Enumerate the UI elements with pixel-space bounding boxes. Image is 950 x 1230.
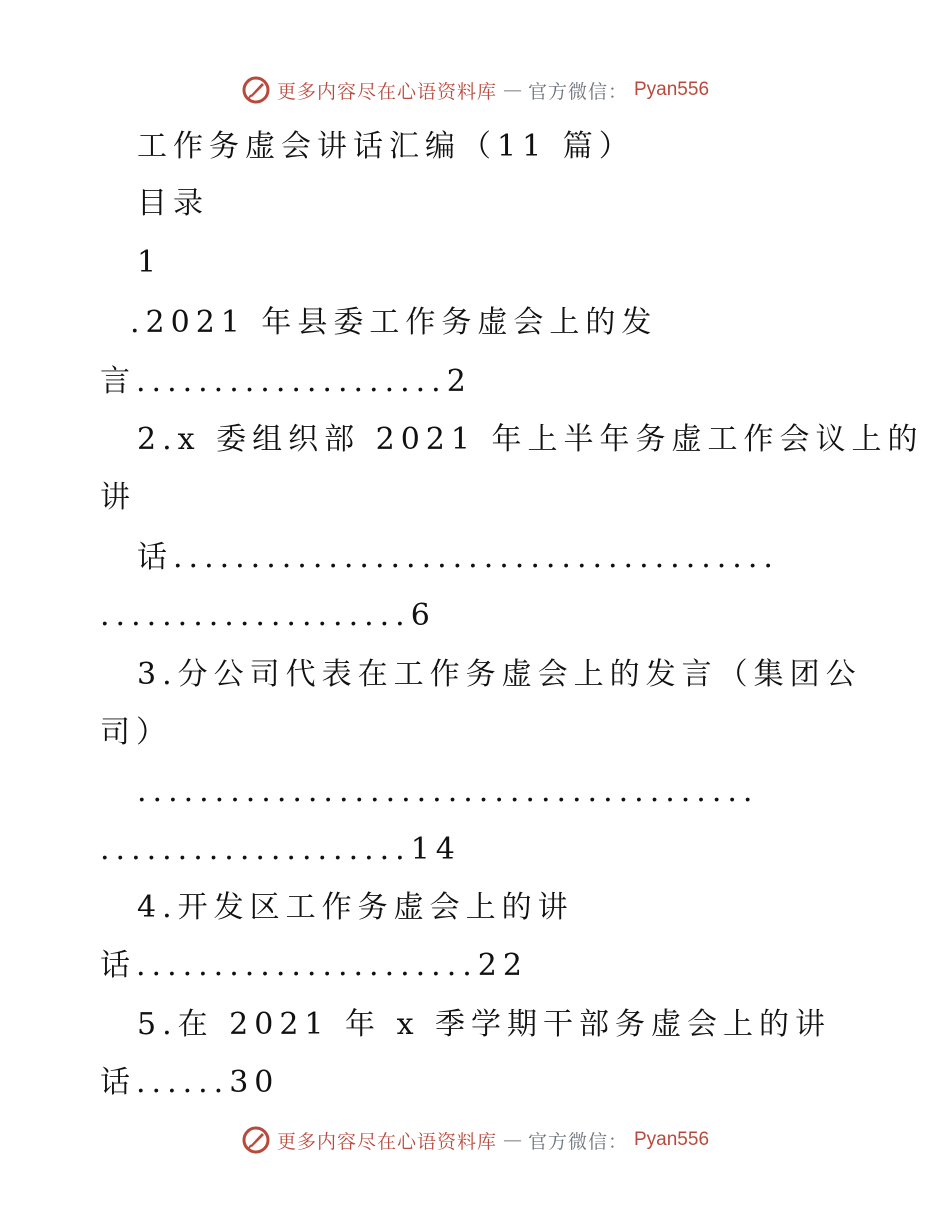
banner-separator: — — [502, 79, 522, 101]
toc-line: 讲 — [100, 480, 136, 515]
toc-line: 司） — [100, 715, 172, 750]
banner-wechat-id: Pyan556 — [634, 79, 710, 100]
toc-line: 3.分公司代表在工作务虚会上的发言（集团公 — [137, 657, 862, 692]
banner-wechat-label: 官方微信： — [527, 1130, 628, 1153]
footer-banner — [0, 1120, 950, 1160]
toc-line: 话......................22 — [100, 948, 528, 983]
toc-line: 言....................2 — [100, 364, 472, 399]
toc-line: ....................14 — [100, 832, 461, 867]
header-banner — [0, 70, 950, 110]
quill-circle-logo-icon — [241, 1125, 271, 1155]
toc-line: ........................................ — [137, 774, 759, 809]
toc-line: ....................6 — [100, 598, 436, 633]
quill-circle-logo-icon — [241, 75, 271, 105]
toc-line: 话......30 — [100, 1065, 280, 1100]
banner-wechat-id: Pyan556 — [634, 1129, 710, 1150]
banner-wechat-label: 官方微信： — [527, 80, 628, 103]
toc-line: 话....................................... — [137, 540, 779, 575]
toc-heading: 目录 — [137, 186, 209, 221]
toc-line: 1 — [137, 245, 163, 280]
toc-line: 5.在 2021 年 x 季学期干部务虚会上的讲 — [137, 1007, 832, 1042]
banner-source-text: 更多内容尽在心语资料库 — [276, 80, 497, 103]
banner-separator: — — [502, 1129, 522, 1151]
document-title: 工作务虚会讲话汇编（11 篇） — [137, 129, 635, 164]
toc-line: 2.x 委组织部 2021 年上半年务虚工作会议上的 — [137, 422, 924, 457]
toc-line: .2021 年县委工作务虚会上的发 — [130, 305, 658, 340]
banner-source-text: 更多内容尽在心语资料库 — [276, 1130, 497, 1153]
toc-line: 4.开发区工作务虚会上的讲 — [137, 890, 574, 925]
